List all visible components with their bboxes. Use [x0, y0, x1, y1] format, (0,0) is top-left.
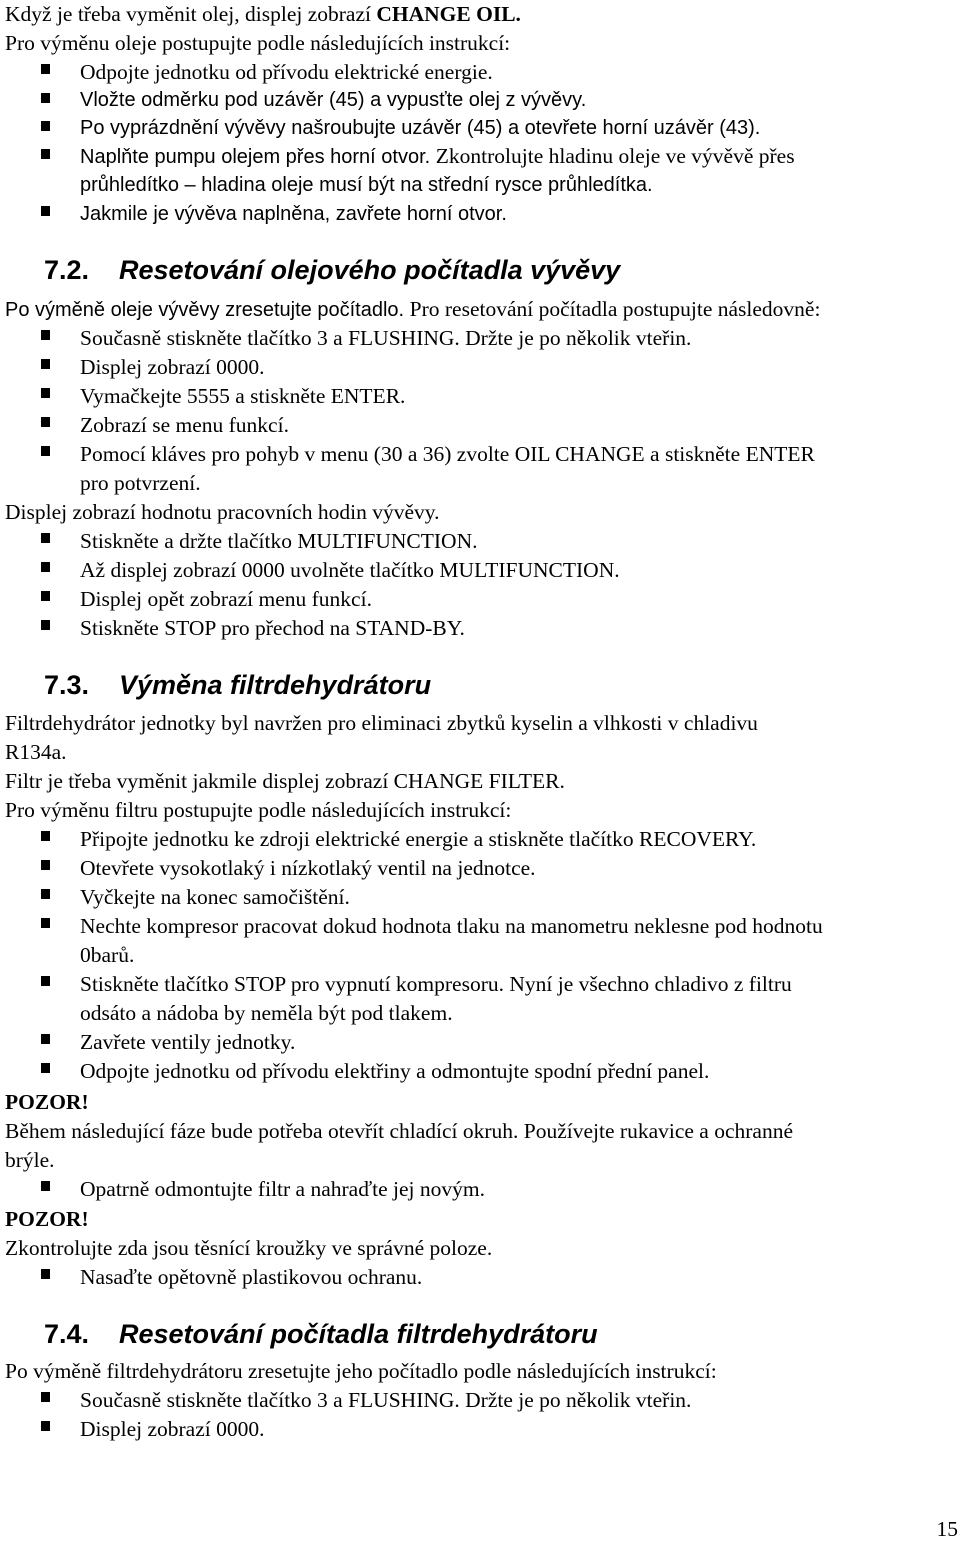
list-item: Stiskněte STOP pro přechod na STAND-BY. [80, 616, 465, 640]
list-item: Pomocí kláves pro pohyb v menu (30 a 36) zvolte OIL CHANGE a stiskněte ENTER [80, 442, 815, 466]
bullet-icon [41, 121, 50, 131]
list-item-continuation: odsáto a nádoba by neměla být pod tlakem. [80, 1001, 453, 1025]
paragraph: Po výměně oleje vývěvy zresetujte počítadlo. Pro resetování počítadla postupujte následovně: [5, 297, 821, 321]
list-item: Současně stiskněte tlačítko 3 a FLUSHING. Držte je po několik vteřin. [80, 1388, 692, 1412]
document-page: Když je třeba vyměnit olej, displej zobrazí CHANGE OIL. Pro výměnu oleje postupujte podle následujících instrukcí: Odpojte jednotku od přívodu elektrické energie. Vložte odměrku pod uzávěr (45) a vypusťte olej z vývěvy. Po vyprázdnění vývěvy našroubujte uzávěr (45) a otevřete horní uzávěr (43). Naplňte pumpu olejem přes horní otvor. Zkontrolujte hladinu oleje ve vývěvě přes průhledítko – hladina oleje musí být na střední rysce průhledítka. Jakmile je vývěva naplněna, zavřete horní otvor. 7.2. Resetování olejového počítadla vývěvy Po výměně oleje vývěvy zresetujte počítadlo. Pro resetování počítadla postupujte následovně: Současně stiskněte tlačítko 3 a FLUSHING. Držte je po několik vteřin. Displej zobrazí 0000. Vymačkejte 5555 a stiskněte ENTER. Zobrazí se menu funkcí. Pomocí kláves pro pohyb v menu (30 a 36) zvolte OIL CHANGE a stiskněte ENTER pro potvrzení. Displej zobrazí hodnotu pracovních hodin vývěvy. Stiskněte a držte tlačítko MULTIFUNCTION. Až displej zobrazí 0000 uvolněte tlačítko MULTIFUNCTION. Displej opět zobrazí menu funkcí. Stiskněte STOP pro přechod na STAND-BY. 7.3. Výměna filtrdehydrátoru Filtrdehydrátor jednotky byl navržen pro eliminaci zbytků kyselin a vlhkosti v chladivu R134a. Filtr je třeba vyměnit jakmile displej zobrazí CHANGE FILTER. Pro výměnu filtru postupujte podle následujících instrukcí: Připojte jednotku ke zdroji elektrické energie a stiskněte tlačítko RECOVERY. Otevřete vysokotlaký i nízkotlaký ventil na jednotce. Vyčkejte na konec samočištění. Nechte kompresor pracovat dokud hodnota tlaku na manometru neklesne pod hodnotu 0barů. Stiskněte tlačítko STOP pro vypnutí kompresoru. Nyní je všechno chladivo z filtru odsáto a nádoba by neměla být pod tlakem. Zavřete ventily jednotky. Odpojte jednotku od přívodu elektřiny a odmontujte spodní přední panel. POZOR! Během následující fáze bude potřeba otevřít chladící okruh. Používejte rukavice a ochranné brýle. Opatrně odmontujte filtr a nahraďte jej novým. POZOR! Zkontrolujte zda jsou těsnící kroužky ve správné poloze. Nasaďte opětovně plastikovou ochranu. 7.4. Resetování počítadla filtrdehydrátoru Po výměně filtrdehydrátoru zresetujte jeho počítadlo podle následujících instrukcí: Současně stiskněte tlačítko 3 a FLUSHING. Držte je po několik vteřin. Displej zobrazí 0000. 15 [5, 2, 958, 1541]
bullet-icon [41, 149, 50, 159]
warning-label: POZOR! [5, 1090, 89, 1114]
list-item: Až displej zobrazí 0000 uvolněte tlačítko MULTIFUNCTION. [80, 558, 620, 582]
intro-line-2: Pro výměnu oleje postupujte podle následujících instrukcí: [5, 31, 511, 55]
list-item: Nechte kompresor pracovat dokud hodnota tlaku na manometru neklesne pod hodnotu [80, 914, 823, 938]
paragraph: Filtrdehydrátor jednotky byl navržen pro eliminaci zbytků kyselin a vlhkosti v chladivu [5, 711, 758, 735]
bullet-icon [41, 330, 50, 340]
bullet-icon [41, 1034, 50, 1044]
bullet-icon [41, 359, 50, 369]
bullet-icon [41, 1269, 50, 1279]
bullet-icon [41, 976, 50, 986]
bullet-icon [41, 533, 50, 543]
paragraph: Po výměně filtrdehydrátoru zresetujte jeho počítadlo podle následujících instrukcí: [5, 1359, 717, 1383]
paragraph-continuation: R134a. [5, 740, 67, 764]
list-item: Vložte odměrku pod uzávěr (45) a vypusťte olej z vývěvy. [80, 89, 587, 111]
list-item: Zobrazí se menu funkcí. [80, 413, 289, 437]
bullet-icon [41, 831, 50, 841]
warning-label: POZOR! [5, 1207, 89, 1231]
list-item: Opatrně odmontujte filtr a nahraďte jej novým. [80, 1177, 485, 1201]
paragraph: Pro výměnu filtru postupujte podle následujících instrukcí: [5, 798, 512, 822]
bullet-icon [41, 1392, 50, 1402]
list-item: Naplňte pumpu olejem přes horní otvor. Zkontrolujte hladinu oleje ve vývěvě přes [80, 144, 795, 168]
list-item: Odpojte jednotku od přívodu elektrické energie. [80, 60, 493, 84]
warning-text: Zkontrolujte zda jsou těsnící kroužky ve správné poloze. [5, 1236, 493, 1260]
bullet-icon [41, 620, 50, 630]
list-item: Displej zobrazí 0000. [80, 1417, 265, 1441]
intro-line-1: Když je třeba vyměnit olej, displej zobrazí CHANGE OIL. [5, 2, 521, 26]
bullet-icon [41, 860, 50, 870]
list-item: Displej zobrazí 0000. [80, 355, 265, 379]
list-item: Displej opět zobrazí menu funkcí. [80, 587, 372, 611]
warning-text: Během následující fáze bude potřeba otevřít chladící okruh. Používejte rukavice a ochranné [5, 1119, 794, 1143]
bullet-icon [41, 591, 50, 601]
paragraph: Displej zobrazí hodnotu pracovních hodin vývěvy. [5, 500, 440, 524]
bullet-icon [41, 1421, 50, 1431]
list-item: Současně stiskněte tlačítko 3 a FLUSHING. Držte je po několik vteřin. [80, 326, 692, 350]
bullet-icon [41, 1063, 50, 1073]
list-item: Stiskněte tlačítko STOP pro vypnutí kompresoru. Nyní je všechno chladivo z filtru [80, 972, 792, 996]
bullet-icon [41, 918, 50, 928]
page-number: 15 [936, 1517, 958, 1541]
list-item: Vyčkejte na konec samočištění. [80, 885, 350, 909]
list-item: Stiskněte a držte tlačítko MULTIFUNCTION. [80, 529, 478, 553]
list-item-continuation: pro potvrzení. [80, 471, 201, 495]
list-item-continuation: průhledítko – hladina oleje musí být na střední rysce průhledítka. [80, 174, 653, 196]
bullet-icon [41, 562, 50, 572]
bullet-icon [41, 388, 50, 398]
list-item: Nasaďte opětovně plastikovou ochranu. [80, 1265, 423, 1289]
bullet-icon [41, 93, 50, 103]
bullet-icon [41, 64, 50, 74]
list-item: Připojte jednotku ke zdroji elektrické energie a stiskněte tlačítko RECOVERY. [80, 827, 757, 851]
list-item: Jakmile je vývěva naplněna, zavřete horní otvor. [80, 203, 507, 225]
bullet-icon [41, 206, 50, 216]
bullet-icon [41, 446, 50, 456]
bullet-icon [41, 889, 50, 899]
bullet-icon [41, 1181, 50, 1191]
list-item: Vymačkejte 5555 a stiskněte ENTER. [80, 384, 406, 408]
bullet-icon [41, 417, 50, 427]
list-item-continuation: 0barů. [80, 943, 135, 967]
warning-text-continuation: brýle. [5, 1148, 55, 1172]
list-item: Odpojte jednotku od přívodu elektřiny a odmontujte spodní přední panel. [80, 1059, 710, 1083]
list-item: Otevřete vysokotlaký i nízkotlaký ventil na jednotce. [80, 856, 536, 880]
paragraph: Filtr je třeba vyměnit jakmile displej zobrazí CHANGE FILTER. [5, 769, 565, 793]
list-item: Po vyprázdnění vývěvy našroubujte uzávěr (45) a otevřete horní uzávěr (43). [80, 117, 761, 139]
list-item: Zavřete ventily jednotky. [80, 1030, 296, 1054]
